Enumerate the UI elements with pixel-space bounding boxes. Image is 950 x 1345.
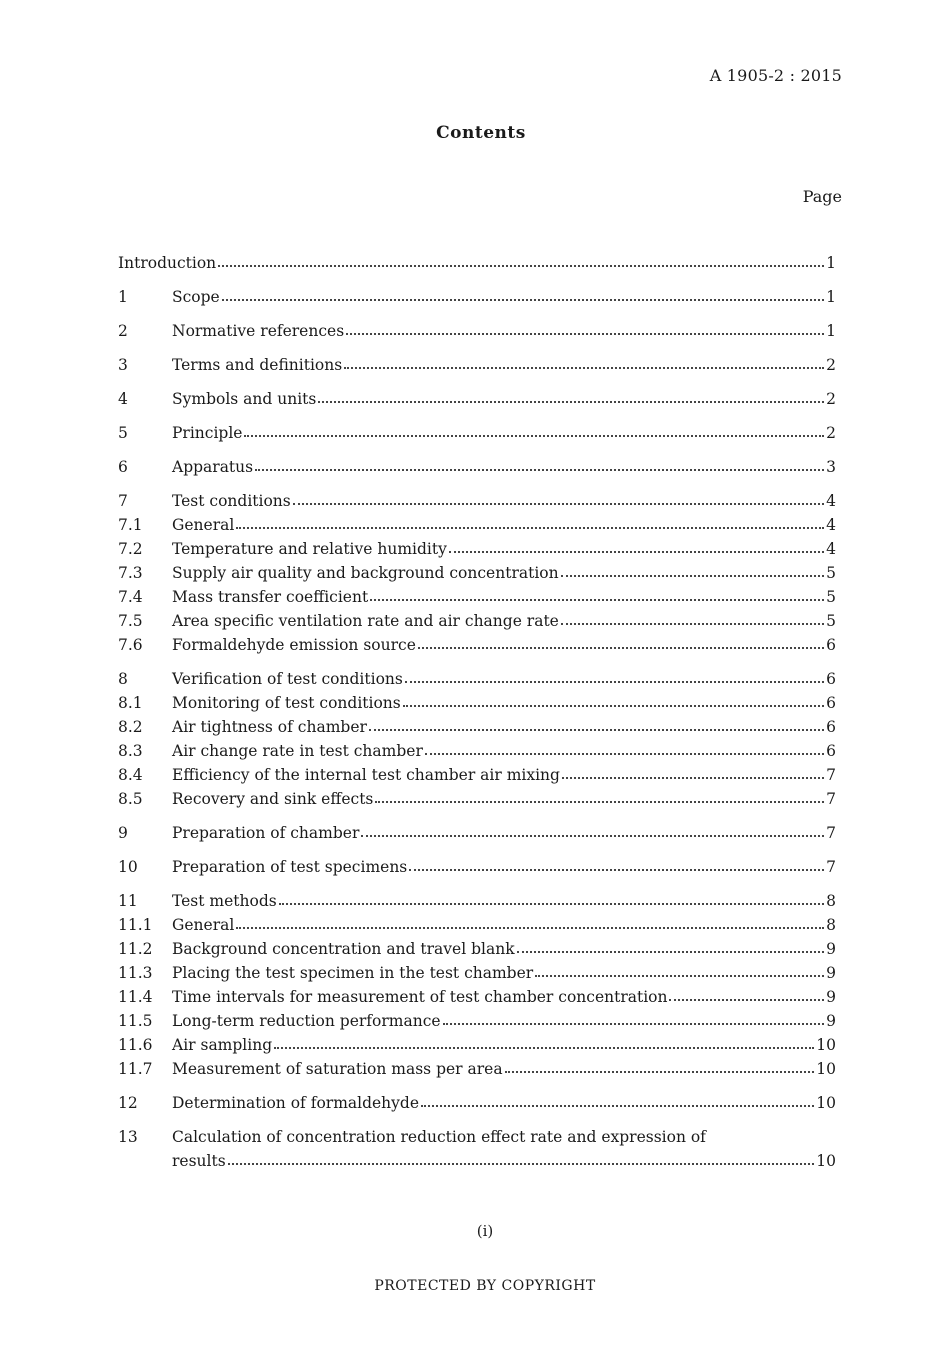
- toc-entry[interactable]: [118, 352, 836, 376]
- toc-entry-number: 12: [118, 1094, 138, 1112]
- dot-leader: [218, 265, 824, 267]
- toc-entry-page: 4: [826, 492, 836, 510]
- toc-entry-number: 5: [118, 424, 128, 442]
- toc-entry-title: Preparation of chamber: [172, 824, 360, 842]
- toc-entry[interactable]: [118, 666, 836, 690]
- toc-entry[interactable]: [118, 250, 836, 274]
- toc-entry[interactable]: [118, 386, 836, 410]
- toc-entry-title: Efficiency of the internal test chamber air mixing: [172, 766, 560, 784]
- toc-entry[interactable]: [118, 738, 836, 762]
- toc-entry[interactable]: [118, 536, 836, 560]
- toc-entry[interactable]: [118, 632, 836, 656]
- toc-entry-page: 4: [826, 516, 836, 534]
- toc-entry-page: 1: [826, 254, 836, 272]
- toc-entry-page: 10: [816, 1060, 836, 1078]
- toc-entry-number: 11.4: [118, 988, 153, 1006]
- toc-entry-title: Placing the test specimen in the test chamber: [172, 964, 534, 982]
- toc-entry-number: 7.6: [118, 636, 143, 654]
- dot-leader: [236, 527, 824, 529]
- toc-entry-title: Recovery and sink effects: [172, 790, 374, 808]
- toc-entry[interactable]: [118, 584, 836, 608]
- toc-entry-title: Time intervals for measurement of test chamber concentration: [172, 988, 668, 1006]
- copyright-notice: PROTECTED BY COPYRIGHT: [374, 1278, 596, 1294]
- table-of-contents: [118, 250, 836, 1172]
- toc-entry-page: 6: [826, 742, 836, 760]
- toc-entry-title: Apparatus: [172, 458, 254, 476]
- toc-entry-page: 2: [826, 390, 836, 408]
- toc-entry-number: 6: [118, 458, 128, 476]
- toc-entry-page: 5: [826, 564, 836, 582]
- dot-leader: [409, 869, 824, 871]
- toc-entry[interactable]: [118, 1090, 836, 1114]
- toc-entry-title: Terms and definitions: [172, 356, 343, 374]
- toc-entry-page: 7: [826, 858, 836, 876]
- toc-entry-title: Temperature and relative humidity: [172, 540, 447, 558]
- toc-entry-page: 7: [826, 766, 836, 784]
- toc-entry[interactable]: [118, 690, 836, 714]
- toc-entry-number: 7.2: [118, 540, 143, 558]
- toc-entry-page: 1: [826, 322, 836, 340]
- toc-entry-page: 2: [826, 424, 836, 442]
- toc-entry-number: 3: [118, 356, 128, 374]
- toc-entry-title: Formaldehyde emission source: [172, 636, 416, 654]
- toc-entry-title: Long-term reduction performance: [172, 1012, 441, 1030]
- toc-entry-title: Measurement of saturation mass per area: [172, 1060, 503, 1078]
- toc-entry-page: 4: [826, 540, 836, 558]
- toc-entry-page: 9: [826, 1012, 836, 1030]
- toc-entry-title: Air change rate in test chamber: [172, 742, 423, 760]
- toc-entry[interactable]: [118, 762, 836, 786]
- dot-leader: [561, 623, 824, 625]
- dot-leader: [505, 1071, 815, 1073]
- dot-leader: [449, 551, 824, 553]
- toc-entry-page: 10: [816, 1152, 836, 1170]
- toc-entry-number: 8.1: [118, 694, 143, 712]
- toc-entry-title: Normative references: [172, 322, 345, 340]
- toc-entry-continuation[interactable]: [118, 1148, 836, 1172]
- dot-leader: [274, 1047, 814, 1049]
- toc-entry-title-continued: results: [172, 1152, 226, 1170]
- toc-entry-number: 11.5: [118, 1012, 153, 1030]
- toc-entry-number: 7.5: [118, 612, 143, 630]
- toc-entry-number: 2: [118, 322, 128, 340]
- toc-entry-number: 8.3: [118, 742, 143, 760]
- toc-entry-page: 7: [826, 824, 836, 842]
- toc-entry[interactable]: [118, 1124, 836, 1148]
- dot-leader: [346, 333, 824, 335]
- dot-leader: [293, 503, 824, 505]
- toc-entry-title: General: [172, 916, 235, 934]
- toc-entry[interactable]: [118, 912, 836, 936]
- toc-entry-number: 7.1: [118, 516, 143, 534]
- toc-entry-number: 4: [118, 390, 128, 408]
- toc-entry-page: 6: [826, 694, 836, 712]
- dot-leader: [222, 299, 824, 301]
- toc-entry-number: 11.1: [118, 916, 153, 934]
- toc-entry[interactable]: [118, 512, 836, 536]
- dot-leader: [403, 705, 824, 707]
- toc-entry[interactable]: [118, 608, 836, 632]
- toc-entry-title: Calculation of concentration reduction effect rate and expression of: [172, 1128, 706, 1146]
- toc-entry-number: 7: [118, 492, 128, 510]
- toc-entry-number: 8.2: [118, 718, 143, 736]
- toc-entry-title: Principle: [172, 424, 243, 442]
- toc-entry[interactable]: [118, 714, 836, 738]
- toc-entry-number: 11: [118, 892, 138, 910]
- dot-leader: [421, 1105, 814, 1107]
- toc-entry-page: 5: [826, 612, 836, 630]
- toc-entry-title: Symbols and units: [172, 390, 317, 408]
- toc-entry[interactable]: [118, 786, 836, 810]
- dot-leader: [361, 835, 824, 837]
- toc-entry-title: Determination of formaldehyde: [172, 1094, 420, 1112]
- toc-entry[interactable]: [118, 888, 836, 912]
- toc-entry-number: 11.2: [118, 940, 153, 958]
- toc-entry-title: Preparation of test specimens: [172, 858, 408, 876]
- toc-entry-title: Mass transfer coefficient: [172, 588, 369, 606]
- toc-entry-title: Test methods: [172, 892, 277, 910]
- toc-entry-title: General: [172, 516, 235, 534]
- toc-entry-title: Introduction: [118, 254, 217, 272]
- dot-leader: [279, 903, 824, 905]
- toc-entry-title: Scope: [172, 288, 220, 306]
- dot-leader: [375, 801, 824, 803]
- toc-entry-number: 11.7: [118, 1060, 153, 1078]
- toc-entry-title: Background concentration and travel blank: [172, 940, 515, 958]
- dot-leader: [562, 777, 824, 779]
- toc-entry[interactable]: [118, 820, 836, 844]
- dot-leader: [369, 729, 824, 731]
- toc-entry-page: 6: [826, 636, 836, 654]
- toc-entry-title: Supply air quality and background concentration: [172, 564, 559, 582]
- toc-entry-page: 9: [826, 964, 836, 982]
- toc-entry-number: 13: [118, 1128, 138, 1146]
- dot-leader: [425, 753, 824, 755]
- toc-entry[interactable]: [118, 984, 836, 1008]
- page-title: Contents: [436, 123, 526, 143]
- toc-entry[interactable]: [118, 960, 836, 984]
- toc-entry-title: Air tightness of chamber: [172, 718, 367, 736]
- dot-leader: [561, 575, 825, 577]
- toc-entry-number: 7.3: [118, 564, 143, 582]
- dot-leader: [255, 469, 824, 471]
- toc-entry[interactable]: [118, 560, 836, 584]
- toc-entry-title: Test conditions: [172, 492, 291, 510]
- dot-leader: [236, 927, 824, 929]
- toc-entry-page: 5: [826, 588, 836, 606]
- dot-leader: [418, 647, 824, 649]
- toc-entry[interactable]: [118, 454, 836, 478]
- dot-leader: [228, 1163, 815, 1165]
- dot-leader: [370, 599, 824, 601]
- toc-entry[interactable]: [118, 936, 836, 960]
- toc-entry-title: Area specific ventilation rate and air change rate: [172, 612, 559, 630]
- toc-entry[interactable]: [118, 284, 836, 308]
- dot-leader: [517, 951, 825, 953]
- toc-entry-number: 8.4: [118, 766, 143, 784]
- toc-entry-page: 6: [826, 670, 836, 688]
- toc-entry-title: Verification of test conditions: [172, 670, 403, 688]
- toc-entry[interactable]: [118, 488, 836, 512]
- toc-entry-number: 10: [118, 858, 138, 876]
- toc-entry-number: 9: [118, 824, 128, 842]
- toc-entry[interactable]: [118, 1056, 836, 1080]
- toc-entry-title: Monitoring of test conditions: [172, 694, 401, 712]
- toc-entry-page: 10: [816, 1036, 836, 1054]
- toc-entry-page: 7: [826, 790, 836, 808]
- dot-leader: [244, 435, 824, 437]
- document-id: A 1905-2 : 2015: [709, 66, 842, 85]
- toc-entry[interactable]: [118, 1032, 836, 1056]
- dot-leader: [344, 367, 824, 369]
- dot-leader: [405, 681, 824, 683]
- dot-leader: [669, 999, 824, 1001]
- toc-entry-title: Air sampling: [172, 1036, 273, 1054]
- toc-entry[interactable]: [118, 854, 836, 878]
- toc-entry-number: 11.3: [118, 964, 153, 982]
- toc-entry-number: 7.4: [118, 588, 143, 606]
- dot-leader: [318, 401, 824, 403]
- toc-entry[interactable]: [118, 1008, 836, 1032]
- toc-entry[interactable]: [118, 318, 836, 342]
- toc-entry-number: 8.5: [118, 790, 143, 808]
- toc-entry-number: 1: [118, 288, 128, 306]
- toc-entry-page: 3: [826, 458, 836, 476]
- toc-entry-number: 11.6: [118, 1036, 153, 1054]
- toc-entry-page: 8: [826, 892, 836, 910]
- toc-entry-number: 8: [118, 670, 128, 688]
- toc-entry-page: 9: [826, 940, 836, 958]
- toc-entry-page: 2: [826, 356, 836, 374]
- page-column-heading: Page: [802, 187, 842, 206]
- dot-leader: [443, 1023, 825, 1025]
- toc-entry-page: 9: [826, 988, 836, 1006]
- footer-page-number: (i): [476, 1222, 494, 1240]
- toc-entry-page: 6: [826, 718, 836, 736]
- toc-entry-page: 10: [816, 1094, 836, 1112]
- dot-leader: [535, 975, 824, 977]
- toc-entry[interactable]: [118, 420, 836, 444]
- toc-entry-page: 8: [826, 916, 836, 934]
- toc-entry-page: 1: [826, 288, 836, 306]
